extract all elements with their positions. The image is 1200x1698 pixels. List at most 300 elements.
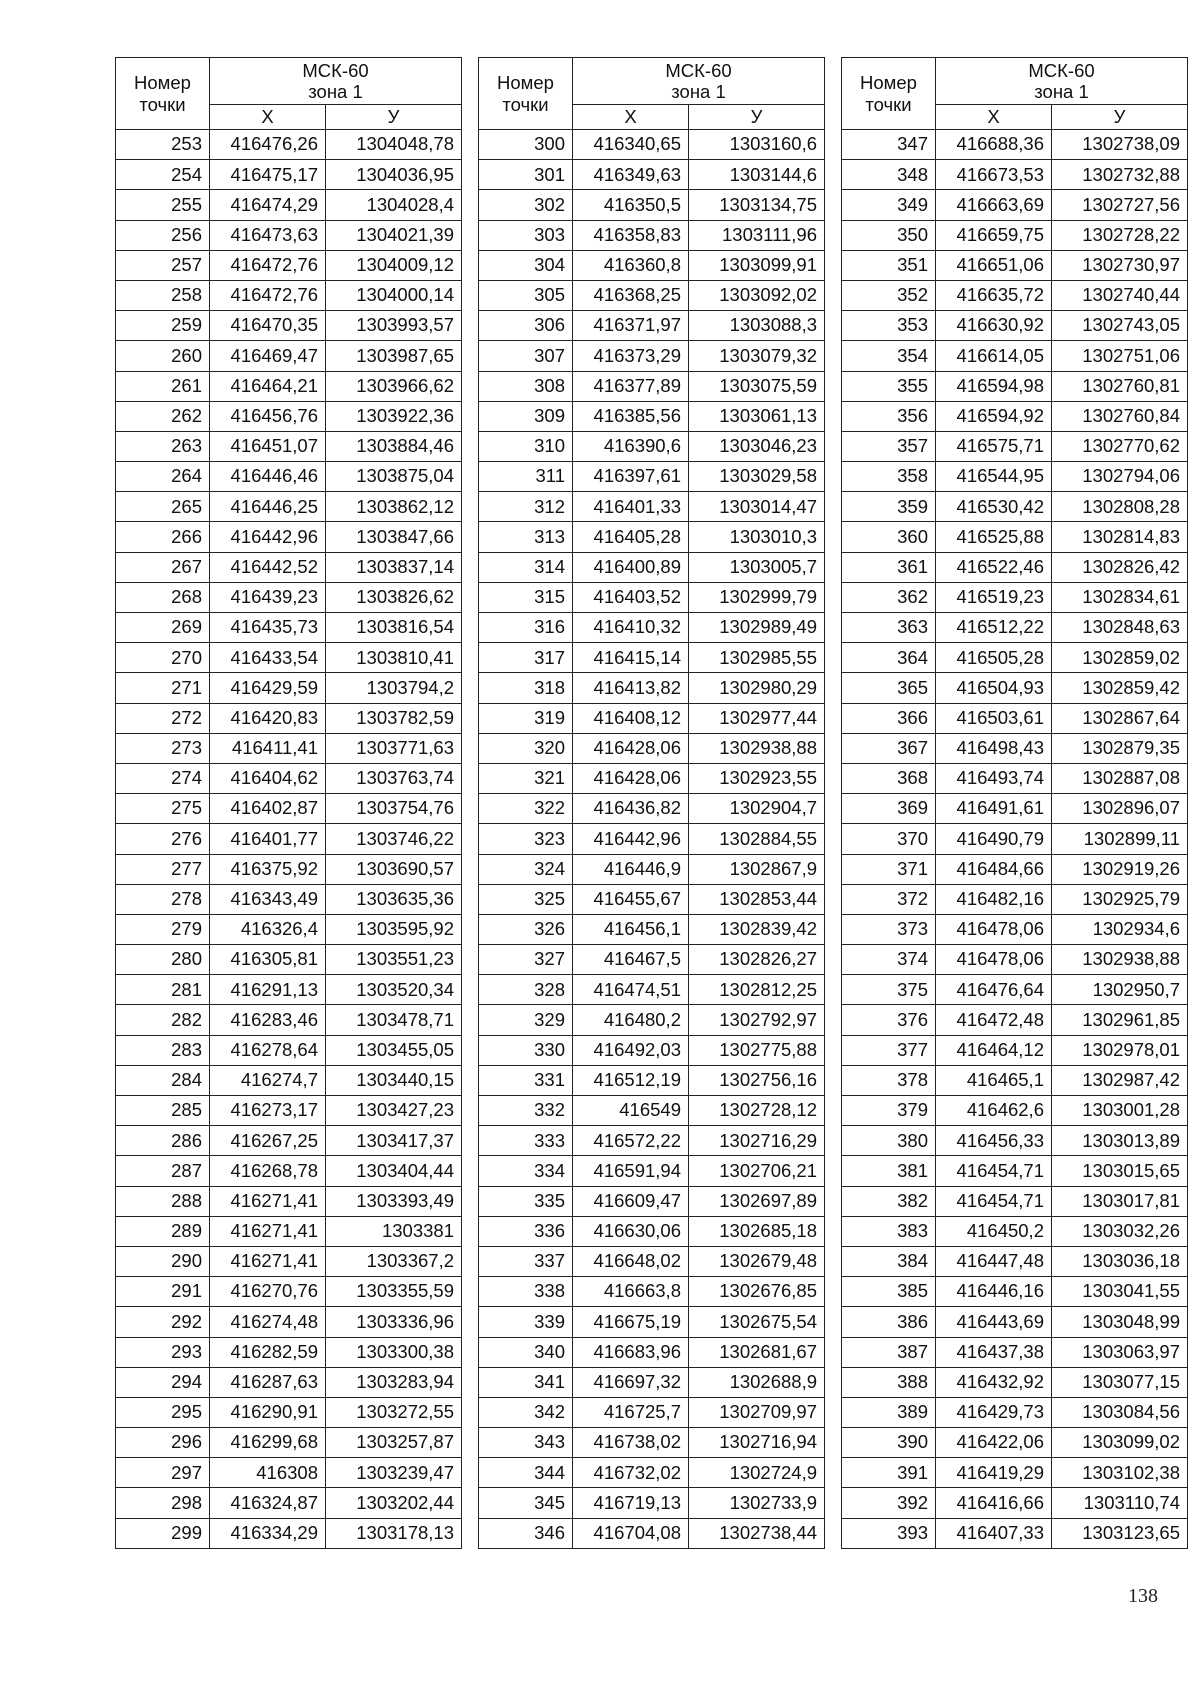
point-number-cell: 275 [116, 794, 210, 824]
y-coordinate-cell: 1303754,76 [326, 794, 462, 824]
table-row [479, 280, 825, 310]
x-coordinate-cell: 416522,46 [936, 552, 1052, 582]
y-coordinate-cell: 1302738,44 [689, 1518, 825, 1548]
y-coordinate-cell: 1302756,16 [689, 1065, 825, 1095]
y-coordinate-cell: 1302985,55 [689, 643, 825, 673]
table-body [842, 130, 1188, 1549]
table-row [842, 1367, 1188, 1397]
x-coordinate-cell: 416462,6 [936, 1096, 1052, 1126]
x-coordinate-cell: 416432,92 [936, 1367, 1052, 1397]
table-row [842, 401, 1188, 431]
y-coordinate-cell: 1303010,3 [689, 522, 825, 552]
coordinate-table-1 [115, 57, 462, 1549]
point-number-cell: 358 [842, 462, 936, 492]
table-row [116, 914, 462, 944]
table-row [842, 582, 1188, 612]
table-row [479, 1126, 825, 1156]
x-coordinate-cell: 416572,22 [573, 1126, 689, 1156]
y-coordinate-cell: 1303794,2 [326, 673, 462, 703]
point-number-cell: 323 [479, 824, 573, 854]
table-row [842, 1035, 1188, 1065]
point-number-cell: 302 [479, 190, 573, 220]
point-number-cell: 367 [842, 733, 936, 763]
x-coordinate-cell: 416271,41 [210, 1186, 326, 1216]
x-header: Х [936, 105, 1052, 130]
coordinate-system-header: МСК-60 зона 1 [573, 58, 825, 105]
x-coordinate-cell: 416299,68 [210, 1428, 326, 1458]
point-number-cell: 265 [116, 492, 210, 522]
point-number-cell: 365 [842, 673, 936, 703]
y-coordinate-cell: 1303746,22 [326, 824, 462, 854]
y-coordinate-cell: 1302679,48 [689, 1246, 825, 1276]
table-row [116, 975, 462, 1005]
x-coordinate-cell: 416454,71 [936, 1186, 1052, 1216]
point-number-cell: 263 [116, 431, 210, 461]
x-coordinate-cell: 416397,61 [573, 462, 689, 492]
x-coordinate-cell: 416439,23 [210, 582, 326, 612]
y-coordinate-cell: 1303015,65 [1052, 1156, 1188, 1186]
x-coordinate-cell: 416549 [573, 1096, 689, 1126]
point-number-cell: 317 [479, 643, 573, 673]
y-coordinate-cell: 1302839,42 [689, 914, 825, 944]
y-coordinate-cell: 1302688,9 [689, 1367, 825, 1397]
point-number-cell: 329 [479, 1005, 573, 1035]
y-coordinate-cell: 1303160,6 [689, 130, 825, 160]
table-row [116, 1307, 462, 1337]
y-coordinate-cell: 1303099,02 [1052, 1428, 1188, 1458]
point-number-cell: 307 [479, 341, 573, 371]
x-coordinate-cell: 416469,47 [210, 341, 326, 371]
table-row [116, 643, 462, 673]
x-coordinate-cell: 416732,02 [573, 1458, 689, 1488]
x-coordinate-cell: 416446,25 [210, 492, 326, 522]
table-row [842, 854, 1188, 884]
table-row [116, 311, 462, 341]
x-coordinate-cell: 416350,5 [573, 190, 689, 220]
table-row [479, 1458, 825, 1488]
point-number-cell: 268 [116, 582, 210, 612]
y-coordinate-cell: 1303427,23 [326, 1096, 462, 1126]
point-number-cell: 316 [479, 613, 573, 643]
table-row [479, 1337, 825, 1367]
y-coordinate-cell: 1302740,44 [1052, 280, 1188, 310]
y-coordinate-cell: 1303075,59 [689, 371, 825, 401]
y-coordinate-cell: 1302709,97 [689, 1397, 825, 1427]
point-number-cell: 283 [116, 1035, 210, 1065]
x-coordinate-cell: 416422,06 [936, 1428, 1052, 1458]
x-coordinate-cell: 416290,91 [210, 1397, 326, 1427]
y-coordinate-cell: 1303520,34 [326, 975, 462, 1005]
y-coordinate-cell: 1302716,29 [689, 1126, 825, 1156]
table-row [116, 371, 462, 401]
x-coordinate-cell: 416437,38 [936, 1337, 1052, 1367]
x-coordinate-cell: 416464,21 [210, 371, 326, 401]
table-row [479, 914, 825, 944]
point-number-cell: 301 [479, 160, 573, 190]
x-header: Х [573, 105, 689, 130]
point-number-cell: 292 [116, 1307, 210, 1337]
point-number-cell: 257 [116, 250, 210, 280]
table-row [842, 130, 1188, 160]
point-number-cell: 310 [479, 431, 573, 461]
x-coordinate-cell: 416401,33 [573, 492, 689, 522]
y-coordinate-cell: 1302919,26 [1052, 854, 1188, 884]
x-coordinate-cell: 416451,07 [210, 431, 326, 461]
table-body [116, 130, 462, 1549]
x-coordinate-cell: 416725,7 [573, 1397, 689, 1427]
table-row [116, 1156, 462, 1186]
y-coordinate-cell: 1303875,04 [326, 462, 462, 492]
point-number-cell: 294 [116, 1367, 210, 1397]
point-number-cell: 348 [842, 160, 936, 190]
y-coordinate-cell: 1303036,18 [1052, 1246, 1188, 1276]
point-number-cell: 353 [842, 311, 936, 341]
y-coordinate-cell: 1302812,25 [689, 975, 825, 1005]
point-number-cell: 373 [842, 914, 936, 944]
x-coordinate-cell: 416575,71 [936, 431, 1052, 461]
page-number: 138 [1128, 1585, 1158, 1607]
point-number-cell: 270 [116, 643, 210, 673]
x-coordinate-cell: 416274,48 [210, 1307, 326, 1337]
table-row [842, 914, 1188, 944]
y-coordinate-cell: 1303417,37 [326, 1126, 462, 1156]
x-coordinate-cell: 416375,92 [210, 854, 326, 884]
y-coordinate-cell: 1302738,09 [1052, 130, 1188, 160]
point-number-cell: 319 [479, 703, 573, 733]
point-number-cell: 325 [479, 884, 573, 914]
table-row [116, 884, 462, 914]
point-number-cell: 256 [116, 220, 210, 250]
y-coordinate-cell: 1303029,58 [689, 462, 825, 492]
x-coordinate-cell: 416480,2 [573, 1005, 689, 1035]
x-coordinate-cell: 416635,72 [936, 280, 1052, 310]
point-number-cell: 339 [479, 1307, 573, 1337]
x-coordinate-cell: 416429,59 [210, 673, 326, 703]
y-coordinate-cell: 1303300,38 [326, 1337, 462, 1367]
table-body [479, 130, 825, 1549]
table-row [842, 280, 1188, 310]
point-number-cell: 276 [116, 824, 210, 854]
point-number-cell: 355 [842, 371, 936, 401]
x-coordinate-cell: 416291,13 [210, 975, 326, 1005]
y-coordinate-cell: 1302859,02 [1052, 643, 1188, 673]
y-coordinate-cell: 1303005,7 [689, 552, 825, 582]
table-row [479, 130, 825, 160]
x-coordinate-cell: 416591,94 [573, 1156, 689, 1186]
table-row [842, 341, 1188, 371]
x-coordinate-cell: 416491,61 [936, 794, 1052, 824]
table-row [116, 1367, 462, 1397]
y-coordinate-cell: 1303763,74 [326, 763, 462, 793]
x-coordinate-cell: 416415,14 [573, 643, 689, 673]
x-coordinate-cell: 416400,89 [573, 552, 689, 582]
x-coordinate-cell: 416673,53 [936, 160, 1052, 190]
table-row [479, 824, 825, 854]
table-row [842, 160, 1188, 190]
y-coordinate-cell: 1303771,63 [326, 733, 462, 763]
point-number-cell: 360 [842, 522, 936, 552]
point-number-cell: 375 [842, 975, 936, 1005]
y-coordinate-cell: 1303595,92 [326, 914, 462, 944]
table-row [842, 431, 1188, 461]
point-number-cell: 264 [116, 462, 210, 492]
y-coordinate-cell: 1303123,65 [1052, 1518, 1188, 1548]
table-row [842, 945, 1188, 975]
point-number-cell: 299 [116, 1518, 210, 1548]
point-number-cell: 381 [842, 1156, 936, 1186]
x-coordinate-cell: 416478,06 [936, 914, 1052, 944]
table-row [116, 1126, 462, 1156]
x-coordinate-cell: 416512,19 [573, 1065, 689, 1095]
y-coordinate-cell: 1302834,61 [1052, 582, 1188, 612]
point-number-cell: 378 [842, 1065, 936, 1095]
x-coordinate-cell: 416360,8 [573, 250, 689, 280]
y-coordinate-cell: 1303847,66 [326, 522, 462, 552]
point-number-cell: 272 [116, 703, 210, 733]
point-number-cell: 286 [116, 1126, 210, 1156]
point-number-cell: 362 [842, 582, 936, 612]
y-coordinate-cell: 1303084,56 [1052, 1397, 1188, 1427]
point-number-cell: 371 [842, 854, 936, 884]
y-coordinate-cell: 1302733,9 [689, 1488, 825, 1518]
table-row [842, 1126, 1188, 1156]
table-row [479, 1216, 825, 1246]
table-row [479, 1065, 825, 1095]
y-coordinate-cell: 1303810,41 [326, 643, 462, 673]
table-row [116, 794, 462, 824]
y-coordinate-cell: 1302727,56 [1052, 190, 1188, 220]
y-coordinate-cell: 1304000,14 [326, 280, 462, 310]
point-number-cell: 328 [479, 975, 573, 1005]
point-number-cell: 287 [116, 1156, 210, 1186]
x-coordinate-cell: 416470,35 [210, 311, 326, 341]
y-coordinate-cell: 1303014,47 [689, 492, 825, 522]
point-number-cell: 370 [842, 824, 936, 854]
x-coordinate-cell: 416340,65 [573, 130, 689, 160]
table-row [116, 280, 462, 310]
table-row [842, 552, 1188, 582]
point-number-cell: 305 [479, 280, 573, 310]
table-row [479, 884, 825, 914]
table-row [842, 884, 1188, 914]
table-row [116, 703, 462, 733]
point-number-cell: 318 [479, 673, 573, 703]
x-coordinate-cell: 416270,76 [210, 1277, 326, 1307]
point-number-cell: 346 [479, 1518, 573, 1548]
x-coordinate-cell: 416504,93 [936, 673, 1052, 703]
table-row [479, 220, 825, 250]
y-coordinate-cell: 1303993,57 [326, 311, 462, 341]
x-coordinate-cell: 416442,52 [210, 552, 326, 582]
point-number-cell: 344 [479, 1458, 573, 1488]
x-coordinate-cell: 416429,73 [936, 1397, 1052, 1427]
point-number-cell: 259 [116, 311, 210, 341]
y-coordinate-cell: 1304028,4 [326, 190, 462, 220]
y-coordinate-cell: 1303017,81 [1052, 1186, 1188, 1216]
y-coordinate-cell: 1303922,36 [326, 401, 462, 431]
point-number-cell: 255 [116, 190, 210, 220]
y-coordinate-cell: 1302792,97 [689, 1005, 825, 1035]
point-number-cell: 261 [116, 371, 210, 401]
table-row [479, 1156, 825, 1186]
x-coordinate-cell: 416493,74 [936, 763, 1052, 793]
table-row [842, 1277, 1188, 1307]
table-row [842, 1337, 1188, 1367]
x-coordinate-cell: 416738,02 [573, 1428, 689, 1458]
table-row [479, 190, 825, 220]
point-number-cell: 258 [116, 280, 210, 310]
y-coordinate-cell: 1303551,23 [326, 945, 462, 975]
point-number-cell: 369 [842, 794, 936, 824]
x-coordinate-cell: 416525,88 [936, 522, 1052, 552]
point-number-cell: 385 [842, 1277, 936, 1307]
x-coordinate-cell: 416373,29 [573, 341, 689, 371]
y-coordinate-cell: 1302775,88 [689, 1035, 825, 1065]
table-row [479, 763, 825, 793]
x-coordinate-cell: 416326,4 [210, 914, 326, 944]
x-coordinate-cell: 416443,69 [936, 1307, 1052, 1337]
table-row [842, 220, 1188, 250]
table-row [116, 763, 462, 793]
table-row [479, 522, 825, 552]
x-coordinate-cell: 416420,83 [210, 703, 326, 733]
x-coordinate-cell: 416385,56 [573, 401, 689, 431]
point-number-cell: 391 [842, 1458, 936, 1488]
y-coordinate-cell: 1303367,2 [326, 1246, 462, 1276]
table-row [842, 1518, 1188, 1548]
table-row [842, 673, 1188, 703]
x-coordinate-cell: 416474,29 [210, 190, 326, 220]
point-number-cell: 368 [842, 763, 936, 793]
x-coordinate-cell: 416683,96 [573, 1337, 689, 1367]
point-number-cell: 389 [842, 1397, 936, 1427]
table-row [479, 582, 825, 612]
point-number-cell: 376 [842, 1005, 936, 1035]
point-number-cell: 277 [116, 854, 210, 884]
point-number-cell: 387 [842, 1337, 936, 1367]
table-row [116, 673, 462, 703]
y-coordinate-cell: 1302987,42 [1052, 1065, 1188, 1095]
table-row [842, 1246, 1188, 1276]
x-coordinate-cell: 416544,95 [936, 462, 1052, 492]
x-coordinate-cell: 416474,51 [573, 975, 689, 1005]
table-row [842, 1216, 1188, 1246]
y-coordinate-cell: 1303455,05 [326, 1035, 462, 1065]
table-row [842, 975, 1188, 1005]
x-coordinate-cell: 416659,75 [936, 220, 1052, 250]
table-row [116, 431, 462, 461]
x-coordinate-cell: 416456,33 [936, 1126, 1052, 1156]
table-row [116, 1005, 462, 1035]
point-number-cell: 382 [842, 1186, 936, 1216]
table-row [116, 190, 462, 220]
table-row [116, 1397, 462, 1427]
y-coordinate-cell: 1303048,99 [1052, 1307, 1188, 1337]
x-coordinate-cell: 416675,19 [573, 1307, 689, 1337]
coordinate-system-header: МСК-60 зона 1 [936, 58, 1188, 105]
y-coordinate-cell: 1302826,42 [1052, 552, 1188, 582]
table-row [842, 1065, 1188, 1095]
y-coordinate-cell: 1302724,9 [689, 1458, 825, 1488]
y-header: У [1052, 105, 1188, 130]
x-coordinate-cell: 416609,47 [573, 1186, 689, 1216]
table-row [842, 250, 1188, 280]
point-number-cell: 309 [479, 401, 573, 431]
y-coordinate-cell: 1303041,55 [1052, 1277, 1188, 1307]
table-row [116, 1488, 462, 1518]
table-row [479, 1488, 825, 1518]
y-coordinate-cell: 1303966,62 [326, 371, 462, 401]
x-coordinate-cell: 416271,41 [210, 1216, 326, 1246]
point-number-cell: 377 [842, 1035, 936, 1065]
table-row [479, 552, 825, 582]
table-row [479, 1277, 825, 1307]
y-coordinate-cell: 1303178,13 [326, 1518, 462, 1548]
point-number-cell: 336 [479, 1216, 573, 1246]
y-coordinate-cell: 1303336,96 [326, 1307, 462, 1337]
y-header: У [689, 105, 825, 130]
table-row [842, 1428, 1188, 1458]
table-row [842, 1096, 1188, 1126]
table-row [479, 945, 825, 975]
x-coordinate-cell: 416505,28 [936, 643, 1052, 673]
coordinate-table-3 [841, 57, 1188, 1549]
y-coordinate-cell: 1303404,44 [326, 1156, 462, 1186]
x-coordinate-cell: 416278,64 [210, 1035, 326, 1065]
x-coordinate-cell: 416433,54 [210, 643, 326, 673]
point-number-cell: 296 [116, 1428, 210, 1458]
point-number-cell: 330 [479, 1035, 573, 1065]
y-coordinate-cell: 1302770,62 [1052, 431, 1188, 461]
y-coordinate-cell: 1302814,83 [1052, 522, 1188, 552]
y-coordinate-cell: 1303782,59 [326, 703, 462, 733]
point-number-cell: 361 [842, 552, 936, 582]
table-row [116, 341, 462, 371]
x-coordinate-cell: 416408,12 [573, 703, 689, 733]
point-number-cell: 306 [479, 311, 573, 341]
x-coordinate-cell: 416476,26 [210, 130, 326, 160]
point-number-cell: 383 [842, 1216, 936, 1246]
x-coordinate-cell: 416416,66 [936, 1488, 1052, 1518]
point-number-cell: 340 [479, 1337, 573, 1367]
y-coordinate-cell: 1303440,15 [326, 1065, 462, 1095]
point-number-cell: 334 [479, 1156, 573, 1186]
point-number-cell: 333 [479, 1126, 573, 1156]
x-coordinate-cell: 416403,52 [573, 582, 689, 612]
x-coordinate-cell: 416651,06 [936, 250, 1052, 280]
y-coordinate-cell: 1302867,9 [689, 854, 825, 884]
y-coordinate-cell: 1303144,6 [689, 160, 825, 190]
table-row [842, 311, 1188, 341]
table-row [842, 1307, 1188, 1337]
y-coordinate-cell: 1303088,3 [689, 311, 825, 341]
point-number-cell: 324 [479, 854, 573, 884]
y-coordinate-cell: 1302859,42 [1052, 673, 1188, 703]
x-coordinate-cell: 416435,73 [210, 613, 326, 643]
x-coordinate-cell: 416467,5 [573, 945, 689, 975]
y-coordinate-cell: 1302826,27 [689, 945, 825, 975]
y-coordinate-cell: 1302887,08 [1052, 763, 1188, 793]
y-coordinate-cell: 1302760,81 [1052, 371, 1188, 401]
point-number-cell: 390 [842, 1428, 936, 1458]
x-coordinate-cell: 416475,17 [210, 160, 326, 190]
point-number-cell: 349 [842, 190, 936, 220]
x-coordinate-cell: 416268,78 [210, 1156, 326, 1186]
y-coordinate-cell: 1303826,62 [326, 582, 462, 612]
point-number-cell: 289 [116, 1216, 210, 1246]
point-number-header: Номер точки [842, 58, 936, 130]
y-coordinate-cell: 1303355,59 [326, 1277, 462, 1307]
